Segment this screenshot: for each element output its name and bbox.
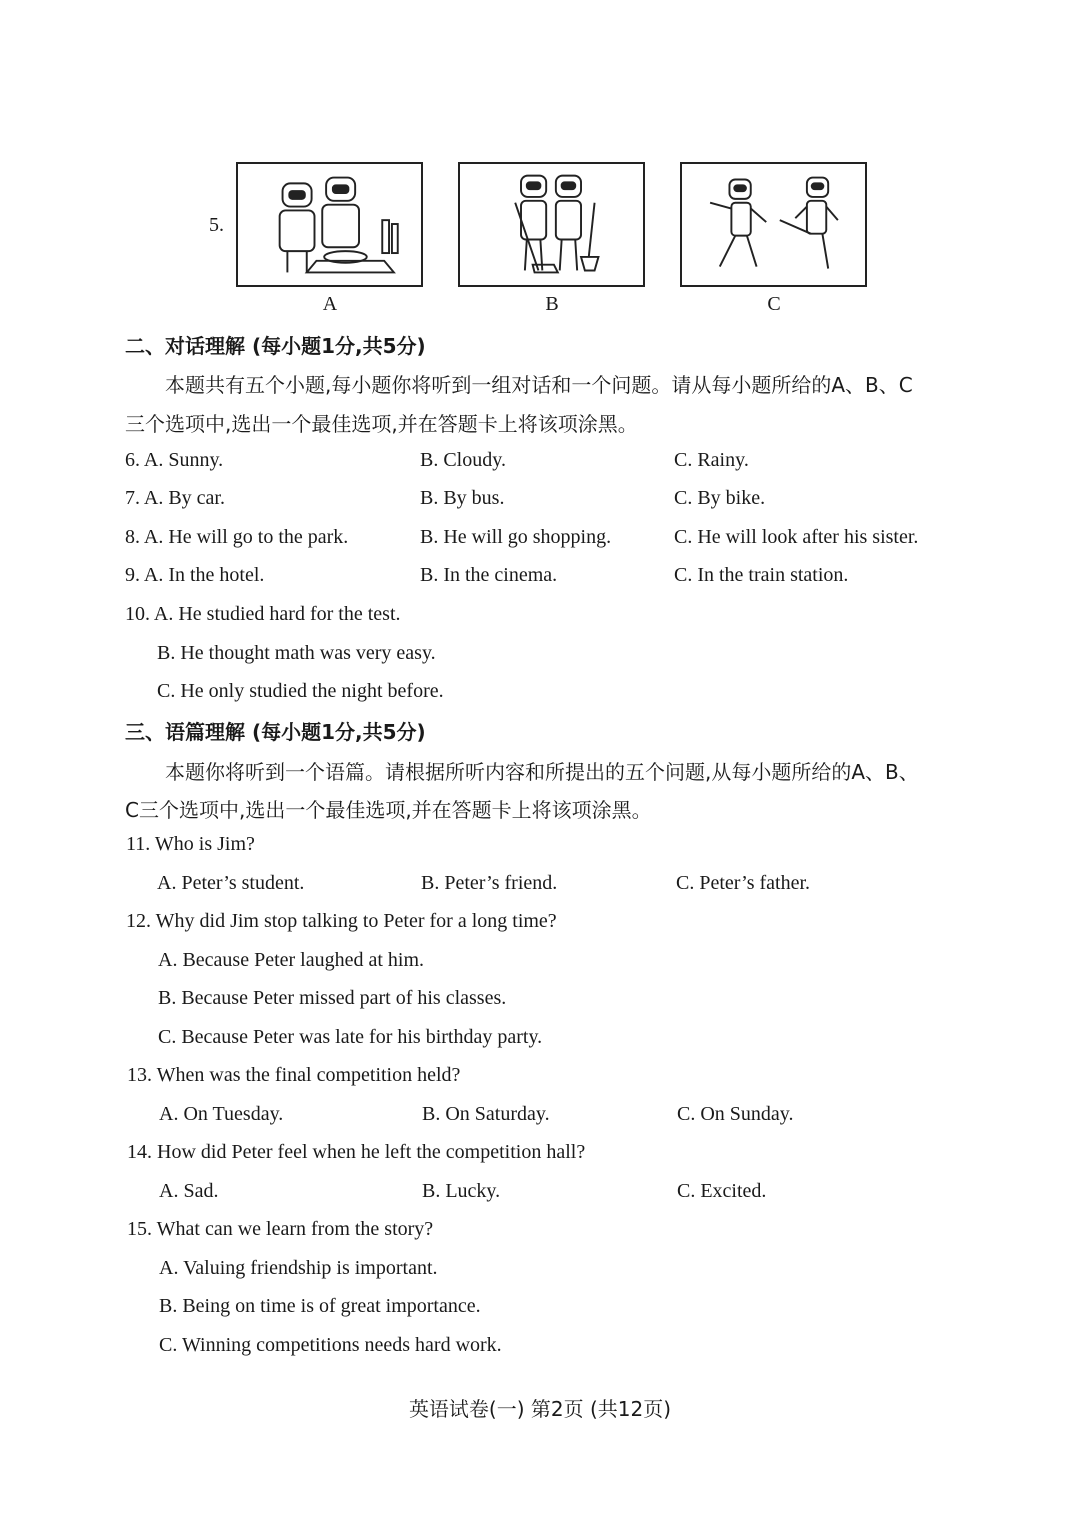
page-footer <box>0 1393 1080 1422</box>
option-a-label: A <box>322 293 338 315</box>
q13-option-b: B. On Saturday. <box>422 1103 550 1125</box>
q14-option-b: B. Lucky. <box>422 1180 501 1202</box>
q9-option-a: 9. A. In the hotel. <box>125 564 265 586</box>
q12-stem: 12. Why did Jim stop talking to Peter for a long time? <box>126 910 557 932</box>
page-footer-text: 英语试卷(一) 第2页 (共12页) <box>408 1397 672 1421</box>
robots-cooking-icon <box>238 164 421 285</box>
q9-option-c: C. In the train station. <box>674 564 849 586</box>
q10-option-a: 10. A. He studied hard for the test. <box>125 603 401 625</box>
q12-option-a: A. Because Peter laughed at him. <box>158 949 425 971</box>
robots-sweeping-icon <box>460 164 643 285</box>
section-3-title: 三、语篇理解 (每小题1分,共5分) <box>125 720 426 744</box>
q8-option-b: B. He will go shopping. <box>420 526 612 548</box>
q7-option-a: 7. A. By car. <box>125 487 225 509</box>
q13-option-c: C. On Sunday. <box>677 1103 794 1125</box>
section-2-title: 二、对话理解 (每小题1分,共5分) <box>125 334 426 358</box>
q15-option-a: A. Valuing friendship is important. <box>159 1257 438 1279</box>
q11-option-b: B. Peter’s friend. <box>421 872 558 894</box>
section-3-instructions-line-1: 本题你将听到一个语篇。请根据所听内容和所提出的五个问题,从每小题所给的A、B、 <box>165 760 919 784</box>
q14-option-a: A. Sad. <box>159 1180 219 1202</box>
q10-option-c: C. He only studied the night before. <box>157 680 444 702</box>
q6-option-b: B. Cloudy. <box>420 449 506 471</box>
q13-stem: 13. When was the final competition held? <box>127 1064 461 1086</box>
q12-option-c: C. Because Peter was late for his birthday party. <box>158 1026 543 1048</box>
q6-option-a: 6. A. Sunny. <box>125 449 224 471</box>
q8-option-a: 8. A. He will go to the park. <box>125 526 349 548</box>
q14-option-c: C. Excited. <box>677 1180 767 1202</box>
q7-option-b: B. By bus. <box>420 487 505 509</box>
option-c-picture <box>680 162 867 287</box>
q8-option-c: C. He will look after his sister. <box>674 526 919 548</box>
q7-option-c: C. By bike. <box>674 487 766 509</box>
option-a-picture <box>236 162 423 287</box>
section-2-instructions-line-2: 三个选项中,选出一个最佳选项,并在答题卡上将该项涂黑。 <box>125 412 638 436</box>
q14-stem: 14. How did Peter feel when he left the competition hall? <box>127 1141 586 1163</box>
robots-kung-fu-icon <box>682 164 865 285</box>
q11-stem: 11. Who is Jim? <box>126 833 255 855</box>
q11-option-a: A. Peter’s student. <box>157 872 305 894</box>
q9-option-b: B. In the cinema. <box>420 564 558 586</box>
section-3-instructions-line-2: C三个选项中,选出一个最佳选项,并在答题卡上将该项涂黑。 <box>125 798 652 822</box>
q10-option-b: B. He thought math was very easy. <box>157 642 436 664</box>
question-5-number: 5. <box>209 214 224 236</box>
q13-option-a: A. On Tuesday. <box>159 1103 284 1125</box>
q15-option-b: B. Being on time is of great importance. <box>159 1295 481 1317</box>
q6-option-c: C. Rainy. <box>674 449 749 471</box>
option-b-picture <box>458 162 645 287</box>
section-2-instructions-line-1: 本题共有五个小题,每小题你将听到一组对话和一个问题。请从每小题所给的A、B、C <box>165 373 913 397</box>
q11-option-c: C. Peter’s father. <box>676 872 811 894</box>
q15-option-c: C. Winning competitions needs hard work. <box>159 1334 502 1356</box>
option-c-label: C <box>767 293 781 315</box>
option-b-label: B <box>545 293 559 315</box>
q12-option-b: B. Because Peter missed part of his classes. <box>158 987 507 1009</box>
q15-stem: 15. What can we learn from the story? <box>127 1218 434 1240</box>
